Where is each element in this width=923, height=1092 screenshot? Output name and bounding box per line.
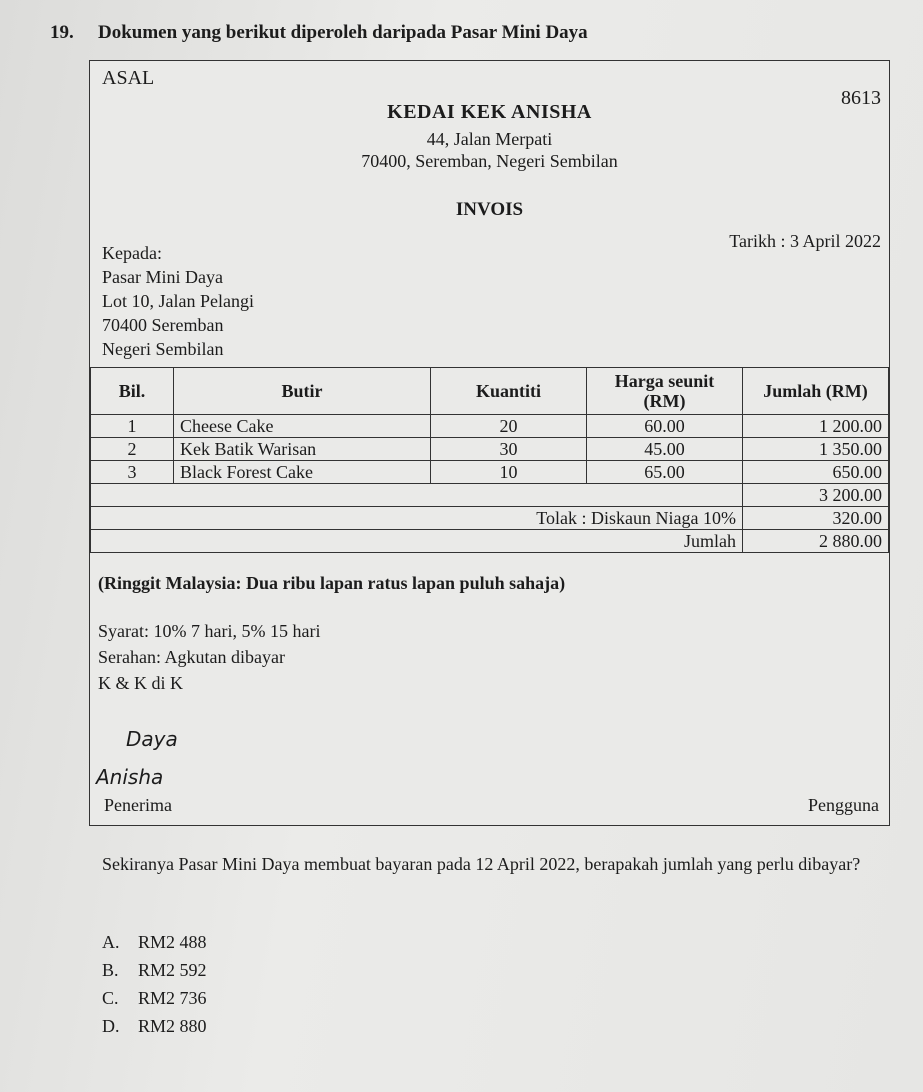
recipient-label: Kepada: (102, 243, 162, 263)
option-d[interactable] (102, 1012, 207, 1040)
option-letter: B. (102, 960, 119, 980)
subtotal-blank (91, 484, 743, 507)
row-qty: 30 (431, 438, 587, 461)
subtotal-row (91, 484, 889, 507)
discount-label: Tolak : Diskaun Niaga 10% (91, 507, 743, 530)
subtotal-value: 3 200.00 (743, 484, 889, 507)
row-price: 60.00 (587, 415, 743, 438)
receiver-label: Penerima (104, 795, 172, 815)
user-label: Pengguna (808, 795, 879, 815)
option-letter: D. (102, 1016, 120, 1036)
receiver-signature: Daya (126, 727, 178, 751)
option-text: RM2 880 (138, 1016, 207, 1036)
header-item: Butir (174, 368, 431, 415)
answer-options (102, 928, 207, 1040)
row-total: 1 200.00 (743, 415, 889, 438)
row-price: 45.00 (587, 438, 743, 461)
header-price: Harga seunit (RM) (587, 368, 743, 415)
header-total: Jumlah (RM) (743, 368, 889, 415)
row-item: Black Forest Cake (174, 461, 431, 484)
question-number: 19. (50, 22, 74, 43)
shop-address-line1: 44, Jalan Merpati (426, 129, 553, 149)
user-signature: Anisha (96, 765, 164, 789)
row-bil: 2 (91, 438, 174, 461)
option-text: RM2 488 (138, 932, 207, 952)
amount-in-words: (Ringgit Malaysia: Dua ribu lapan ratus lapan puluh sahaja) (98, 573, 566, 593)
copy-label: ASAL (102, 67, 155, 89)
row-price: 65.00 (587, 461, 743, 484)
invoice-title: INVOIS (455, 199, 524, 220)
question-stem: Dokumen yang berikut diperoleh daripada Pasar Mini Daya (98, 22, 588, 43)
question-prompt: Sekiranya Pasar Mini Daya membuat bayaran pada 12 April 2022, berapakah jumlah yang perlu dibayar? (102, 854, 861, 874)
delivery-terms: Serahan: Agkutan dibayar (98, 647, 285, 667)
table-row (91, 438, 889, 461)
option-text: RM2 592 (138, 960, 207, 980)
option-letter: C. (102, 988, 119, 1008)
recipient-line: 70400 Seremban (102, 315, 224, 335)
row-total: 650.00 (743, 461, 889, 484)
option-c[interactable] (102, 984, 207, 1012)
total-row (91, 530, 889, 553)
option-letter: A. (102, 932, 120, 952)
recipient-line: Lot 10, Jalan Pelangi (102, 291, 254, 311)
table-row (91, 415, 889, 438)
invoice-serial: 8613 (841, 87, 881, 109)
row-bil: 1 (91, 415, 174, 438)
recipient-line: Pasar Mini Daya (102, 267, 223, 287)
discount-row (91, 507, 889, 530)
discount-value: 320.00 (743, 507, 889, 530)
row-item: Cheese Cake (174, 415, 431, 438)
header-bil: Bil. (91, 368, 174, 415)
total-value: 2 880.00 (743, 530, 889, 553)
option-text: RM2 736 (138, 988, 207, 1008)
option-a[interactable] (102, 928, 207, 956)
row-item: Kek Batik Warisan (174, 438, 431, 461)
total-label: Jumlah (91, 530, 743, 553)
row-qty: 20 (431, 415, 587, 438)
invoice-date: Tarikh : 3 April 2022 (729, 231, 881, 251)
payment-terms: Syarat: 10% 7 hari, 5% 15 hari (98, 621, 321, 641)
invoice-document (89, 60, 890, 826)
shop-name: KEDAI KEK ANISHA (387, 101, 592, 123)
option-b[interactable] (102, 956, 207, 984)
question-header (50, 22, 588, 44)
errors-omissions-note: K & K di K (98, 673, 183, 693)
header-qty: Kuantiti (431, 368, 587, 415)
row-qty: 10 (431, 461, 587, 484)
recipient-block (102, 241, 402, 361)
shop-address-line2: 70400, Seremban, Negeri Sembilan (361, 151, 618, 171)
items-table (90, 367, 889, 553)
row-total: 1 350.00 (743, 438, 889, 461)
recipient-line: Negeri Sembilan (102, 339, 224, 359)
table-row (91, 461, 889, 484)
table-header-row (91, 368, 889, 415)
row-bil: 3 (91, 461, 174, 484)
